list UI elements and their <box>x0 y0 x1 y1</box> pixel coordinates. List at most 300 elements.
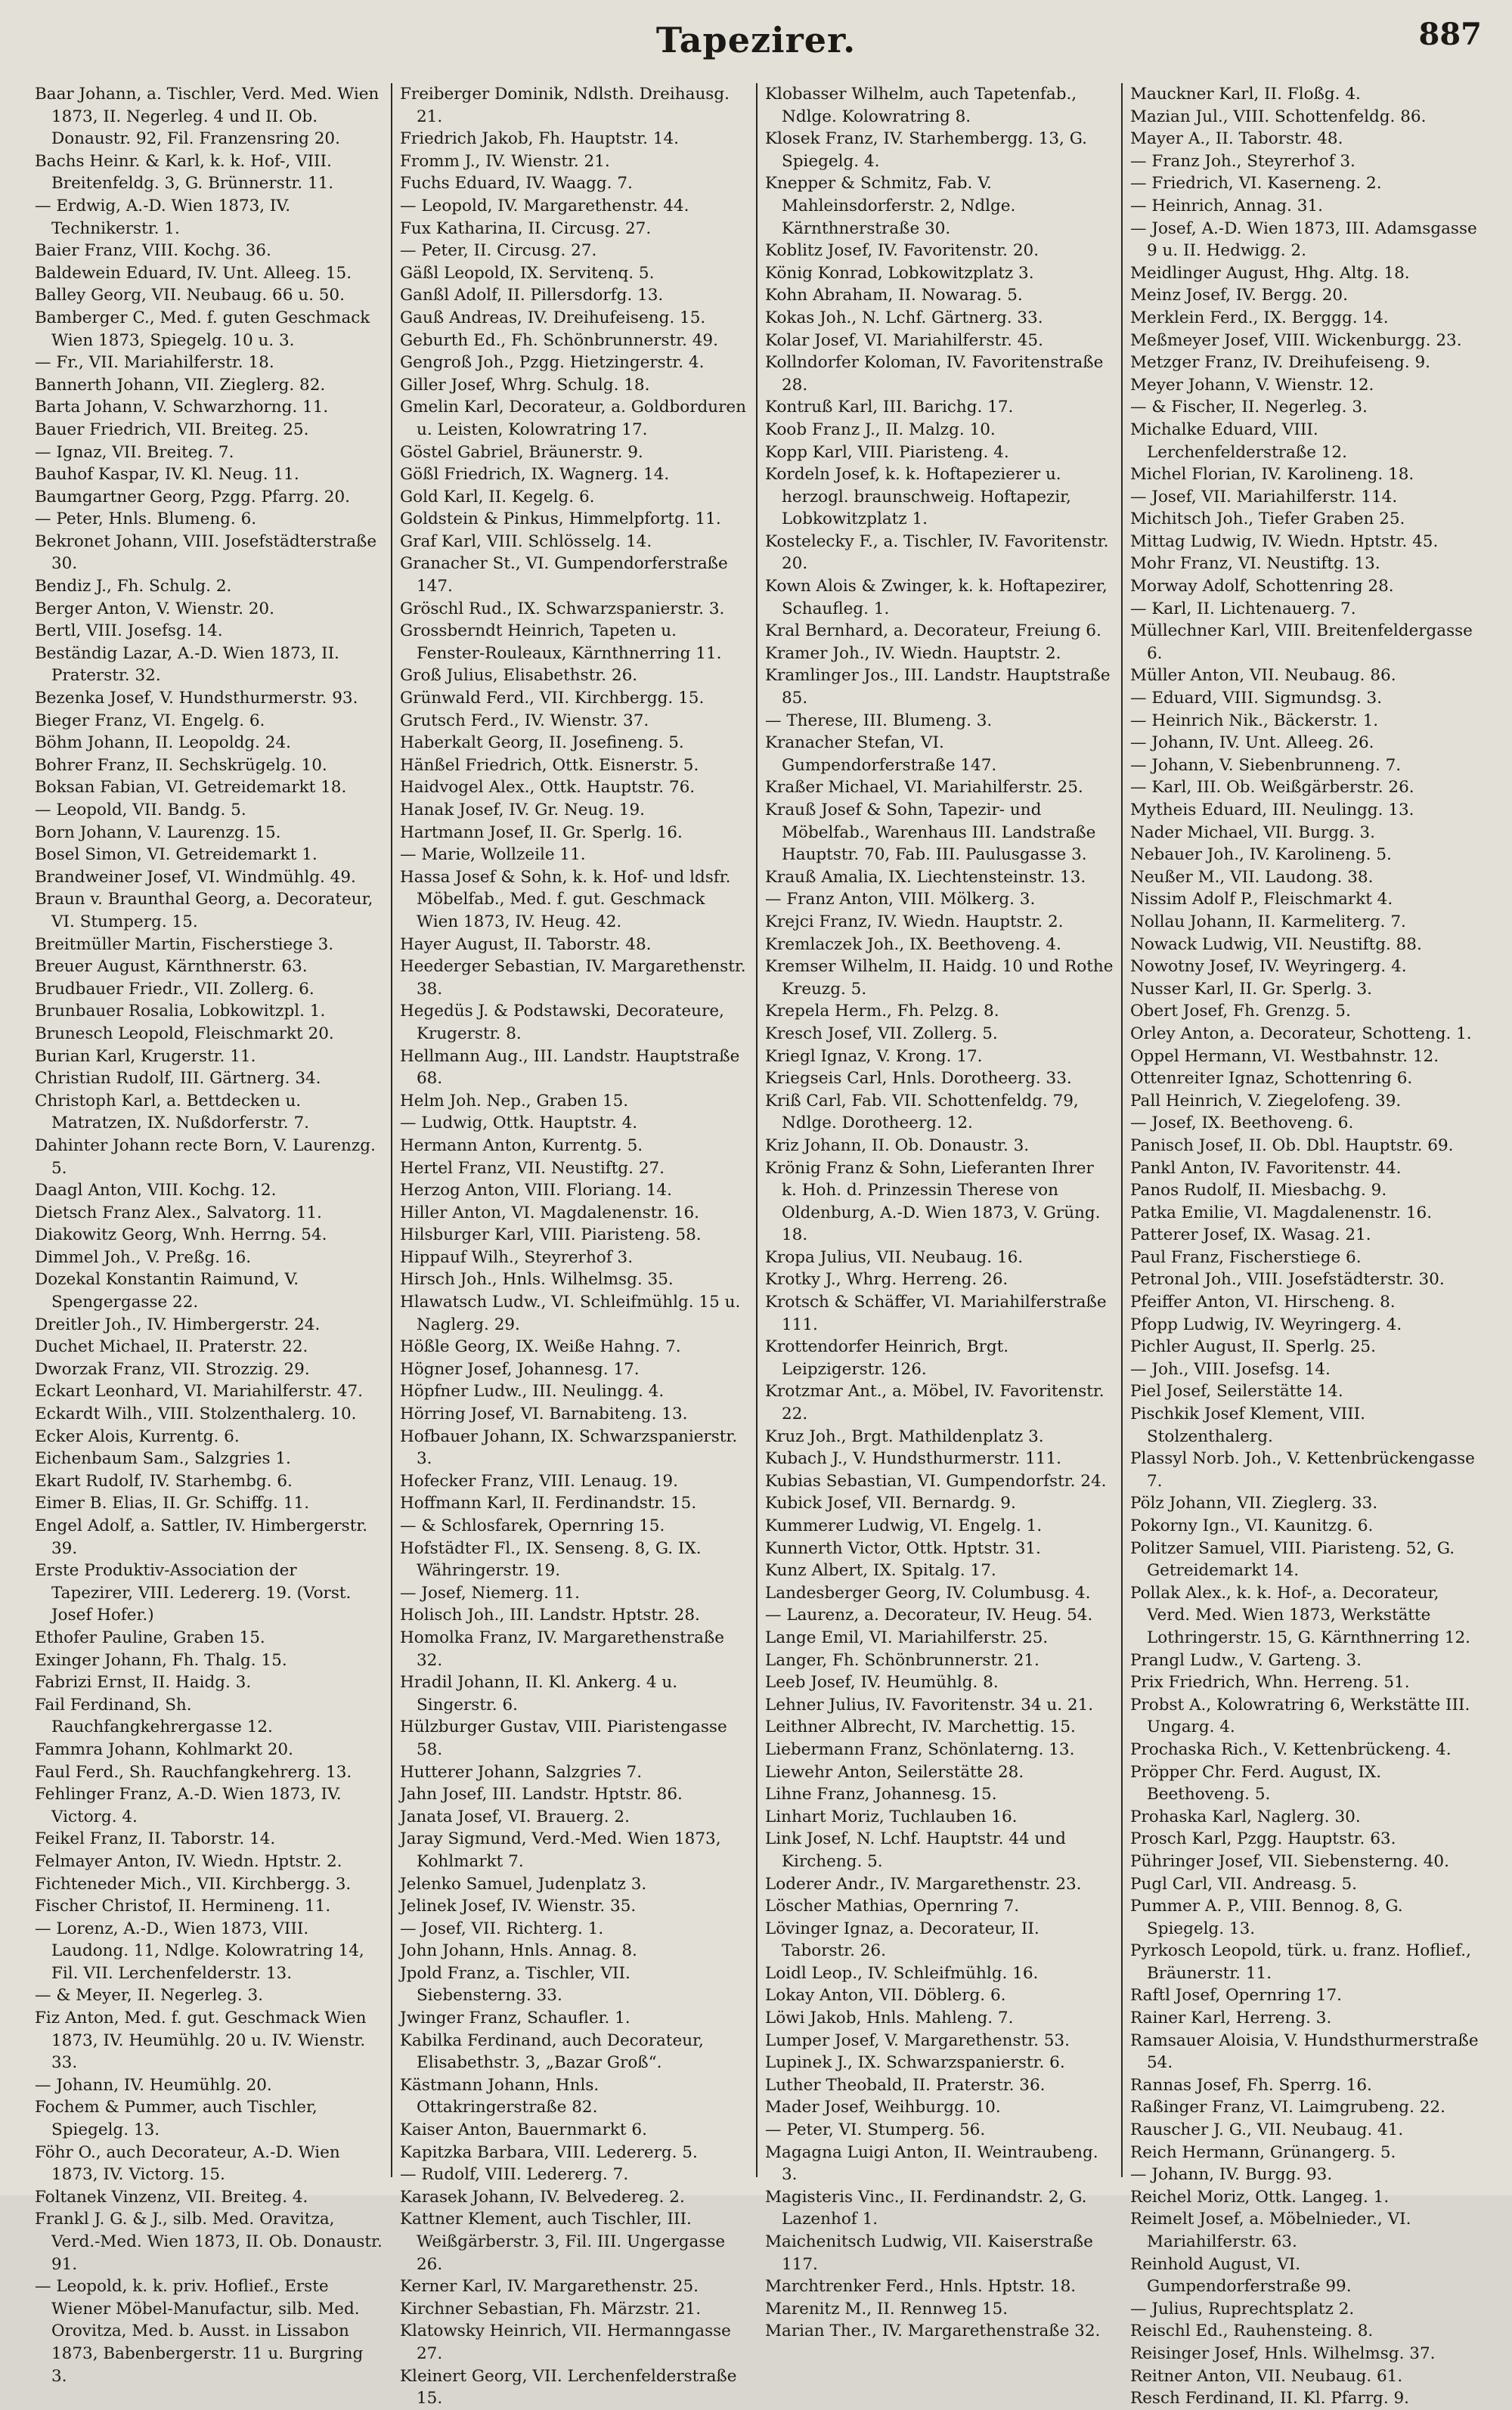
directory-entry: Homolka Franz, IV. Margarethenstraße 32. <box>400 1628 724 1670</box>
directory-entry: Groß Julius, Elisabethstr. 26. <box>400 666 638 686</box>
directory-entry: Daagl Anton, VIII. Kochg. 12. <box>35 1181 277 1200</box>
page-header <box>30 14 1482 73</box>
directory-entry: Hartmann Josef, II. Gr. Sperlg. 16. <box>400 822 683 842</box>
directory-entry: Meyer Johann, V. Wienstr. 12. <box>1130 375 1374 395</box>
directory-entry: Fromm J., IV. Wienstr. 21. <box>400 151 610 171</box>
directory-entry: Leithner Albrecht, IV. Marchettig. 15. <box>765 1718 1076 1737</box>
directory-entry: Mazian Jul., VIII. Schottenfeldg. 86. <box>1130 107 1427 126</box>
directory-entry: Panos Rudolf, II. Miesbachg. 9. <box>1130 1181 1387 1200</box>
directory-entry: Patterer Josef, IX. Wasag. 21. <box>1130 1225 1371 1245</box>
directory-entry: Felmayer Anton, IV. Wiedn. Hptstr. 2. <box>35 1851 342 1871</box>
directory-entry: Kubias Sebastian, VI. Gumpendorfstr. 24. <box>765 1471 1107 1491</box>
directory-columns <box>27 83 1486 2408</box>
directory-entry: Krauß Amalia, IX. Liechtensteinstr. 13. <box>765 867 1086 887</box>
directory-entry: Lehner Julius, IV. Favoritenstr. 34 u. 21. <box>765 1695 1094 1715</box>
directory-entry: Krotky J., Whrg. Herreng. 26. <box>765 1270 1009 1290</box>
directory-entry: — Peter, II. Circusg. 27. <box>400 241 597 261</box>
directory-entry: Berger Anton, V. Wienstr. 20. <box>35 599 274 618</box>
directory-entry: Müller Anton, VII. Neubaug. 86. <box>1130 666 1396 686</box>
directory-entry: Bezenka Josef, V. Hundsthurmerstr. 93. <box>35 689 358 708</box>
directory-entry: Hiller Anton, VI. Magdalenenstr. 16. <box>400 1203 700 1222</box>
directory-entry: Hegedüs J. & Podstawski, Decorateure, Krugerstr. 8. <box>400 1002 724 1043</box>
directory-entry: Michitsch Joh., Tiefer Graben 25. <box>1130 510 1405 529</box>
directory-entry: Mittag Ludwig, IV. Wiedn. Hptstr. 45. <box>1130 531 1439 551</box>
directory-entry: Meßmeyer Josef, VIII. Wickenburgg. 23. <box>1130 330 1462 350</box>
directory-entry: Kraßer Michael, VI. Mariahilferstr. 25. <box>765 778 1083 798</box>
directory-entry: Pollak Alex., k. k. Hof-, a. Decorateur, Verd. Med. Wien 1873, Werkstätte Lothringerstr. 15, G. Kärnthnerring 12. <box>1130 1583 1470 1647</box>
directory-entry: Christoph Karl, a. Bettdecken u. Matratzen, IX. Nußdorferstr. 7. <box>35 1091 309 1133</box>
directory-entry: Bamberger C., Med. f. guten Geschmack Wien 1873, Spiegelg. 10 u. 3. <box>35 308 370 350</box>
directory-entry: — Johann, V. Siebenbrunneng. 7. <box>1130 755 1402 775</box>
directory-entry: Meinz Josef, IV. Bergg. 20. <box>1130 286 1348 305</box>
directory-entry: Orley Anton, a. Decorateur, Schotteng. 1. <box>1130 1024 1472 1043</box>
directory-entry: Kramer Joh., IV. Wiedn. Hauptstr. 2. <box>765 643 1061 663</box>
directory-entry: Löwi Jakob, Hnls. Mahleng. 7. <box>765 2009 1014 2028</box>
directory-entry: Lihne Franz, Johannesg. 15. <box>765 1785 997 1804</box>
directory-entry: Fochem & Pummer, auch Tischler, Spiegelg. 13. <box>35 2098 318 2140</box>
column-1 <box>27 83 391 2386</box>
directory-entry: Löscher Mathias, Opernring 7. <box>765 1897 1020 1916</box>
directory-entry: Mytheis Eduard, III. Neulingg. 13. <box>1130 801 1414 819</box>
directory-entry: Kolar Josef, VI. Mariahilferstr. 45. <box>765 330 1043 350</box>
column-2 <box>391 83 756 2408</box>
directory-entry: Freiberger Dominik, Ndlsth. Dreihausg. 21. <box>400 85 730 126</box>
directory-entry: Nollau Johann, II. Karmeliterg. 7. <box>1130 912 1406 931</box>
directory-entry: — Ludwig, Ottk. Hauptstr. 4. <box>400 1114 638 1133</box>
directory-entry: Bekronet Johann, VIII. Josefstädterstraße 30. <box>35 531 377 574</box>
directory-entry: Hermann Anton, Kurrentg. 5. <box>400 1135 643 1155</box>
directory-entry: Obert Josef, Fh. Grenzg. 5. <box>1130 1002 1351 1021</box>
directory-entry: Kriegl Ignaz, V. Krong. 17. <box>765 1046 983 1066</box>
directory-entry: König Konrad, Lobkowitzplatz 3. <box>765 263 1034 283</box>
directory-entry: Panisch Josef, II. Ob. Dbl. Hauptstr. 69. <box>1130 1135 1454 1155</box>
directory-entry: Kramlinger Jos., III. Landstr. Hauptstraße 85. <box>765 666 1111 708</box>
directory-entry: Gold Karl, II. Kegelg. 6. <box>400 487 595 506</box>
directory-entry: — Peter, Hnls. Blumeng. 6. <box>35 510 257 529</box>
directory-entry: Kremser Wilhelm, II. Haidg. 10 und Rothe Kreuzg. 5. <box>765 957 1114 999</box>
directory-entry: Fail Ferdinand, Sh. Rauchfangkehrergasse 12. <box>35 1695 273 1737</box>
directory-entry: Ramsauer Aloisia, V. Hundsthurmerstraße 54. <box>1130 2031 1479 2073</box>
directory-entry: Ekart Rudolf, IV. Starhembg. 6. <box>35 1471 293 1491</box>
directory-entry: Fichteneder Mich., VII. Kirchbergg. 3. <box>35 1874 352 1894</box>
directory-entry: Baumgartner Georg, Pzgg. Pfarrg. 20. <box>35 487 350 506</box>
directory-entry: Raßinger Franz, VI. Laimgrubeng. 22. <box>1130 2098 1445 2117</box>
directory-entry: Michalke Eduard, VIII. Lerchenfelderstraße 12. <box>1130 420 1347 462</box>
directory-entry: Fux Katharina, II. Circusg. 27. <box>400 218 652 238</box>
directory-entry: Koblitz Josef, IV. Favoritenstr. 20. <box>765 241 1040 261</box>
directory-entry: Politzer Samuel, VIII. Piaristeng. 52, G. Getreidemarkt 14. <box>1130 1538 1455 1581</box>
directory-entry: Kaiser Anton, Bauernmarkt 6. <box>400 2120 647 2140</box>
directory-entry: Brunesch Leopold, Fleischmarkt 20. <box>35 1024 334 1043</box>
directory-entry: Reitner Anton, VII. Neubaug. 61. <box>1130 2366 1403 2386</box>
directory-entry: Klobasser Wilhelm, auch Tapetenfab., Ndlge. Kolowratring 8. <box>765 85 1077 126</box>
directory-entry: Born Johann, V. Laurenzg. 15. <box>35 822 281 842</box>
directory-entry: Feikel Franz, II. Taborstr. 14. <box>35 1829 276 1849</box>
directory-entry: Friedrich Jakob, Fh. Hauptstr. 14. <box>400 129 679 149</box>
directory-entry: Pröpper Chr. Ferd. August, IX. Beethoveng. 5. <box>1130 1762 1382 1804</box>
directory-entry: Resch Ferdinand, II. Kl. Pfarrg. 9. <box>1130 2389 1409 2408</box>
directory-entry: Müllechner Karl, VIII. Breitenfeldergasse 6. <box>1130 621 1473 663</box>
directory-entry: — Leopold, k. k. priv. Hoflief., Erste Wiener Möbel-Manufactur, silb. Med. Orovitza, Med. b. Ausst. in Lissabon 1873, Babenbergerstr. 11 u. Burgring 3. <box>35 2277 364 2386</box>
directory-entry: Lumper Josef, V. Margarethenstr. 53. <box>765 2031 1070 2050</box>
directory-entry: Hirsch Joh., Hnls. Wilhelmsg. 35. <box>400 1270 674 1290</box>
directory-entry: Mauckner Karl, II. Floßg. 4. <box>1130 85 1361 104</box>
directory-entry: Janata Josef, VI. Brauerg. 2. <box>400 1807 630 1826</box>
directory-entry: — Erdwig, A.-D. Wien 1873, IV. Technikerstr. 1. <box>35 196 291 238</box>
directory-entry: Breuer August, Kärnthnerstr. 63. <box>35 957 308 977</box>
directory-entry: Ottenreiter Ignaz, Schottenring 6. <box>1130 1069 1413 1089</box>
directory-entry: Högner Josef, Johannesg. 17. <box>400 1359 640 1379</box>
directory-entry: Hradil Johann, II. Kl. Ankerg. 4 u. Singerstr. 6. <box>400 1673 678 1715</box>
directory-entry: Kranacher Stefan, VI. Gumpendorferstraße 147. <box>765 733 997 775</box>
directory-entry: Link Josef, N. Lchf. Hauptstr. 44 und Kircheng. 5. <box>765 1829 1066 1871</box>
directory-entry: Dimmel Joh., V. Preßg. 16. <box>35 1247 252 1267</box>
directory-entry: Gößl Friedrich, IX. Wagnerg. 14. <box>400 465 670 485</box>
directory-entry: Goldstein & Pinkus, Himmelpfortg. 11. <box>400 510 721 529</box>
directory-entry: Dietsch Franz Alex., Salvatorg. 11. <box>35 1203 322 1222</box>
directory-entry: Jelinek Josef, IV. Wienstr. 35. <box>400 1897 637 1916</box>
directory-entry: Pyrkosch Leopold, türk. u. franz. Hoflief., Bräunerstr. 11. <box>1130 1941 1471 1983</box>
directory-entry: Reich Hermann, Grünangerg. 5. <box>1130 2142 1396 2162</box>
directory-entry: Engel Adolf, a. Sattler, IV. Himbergerstr. 39. <box>35 1516 368 1558</box>
directory-entry: Graf Karl, VIII. Schlösselg. 14. <box>400 531 652 551</box>
directory-entry: — Josef, VII. Mariahilferstr. 114. <box>1130 487 1398 506</box>
directory-entry: Krauß Josef & Sohn, Tapezir- und Möbelfab., Warenhaus III. Landstraße Hauptstr. 70, Fab. III. Paulusgasse 3. <box>765 801 1096 865</box>
directory-entry: Baldewein Eduard, IV. Unt. Alleeg. 15. <box>35 263 352 283</box>
directory-entry: Faul Ferd., Sh. Rauchfangkehrerg. 13. <box>35 1762 352 1782</box>
directory-entry: Kollndorfer Koloman, IV. Favoritenstraße 28. <box>765 353 1104 395</box>
directory-entry: Reischl Ed., Rauhensteing. 8. <box>1130 2322 1374 2341</box>
directory-entry: Balley Georg, VII. Neubaug. 66 u. 50. <box>35 286 345 305</box>
column-4 <box>1121 83 1486 2408</box>
directory-entry: Haberkalt Georg, II. Josefineng. 5. <box>400 733 684 753</box>
directory-entry: Christian Rudolf, III. Gärtnerg. 34. <box>35 1069 321 1089</box>
directory-entry: Ecker Alois, Kurrentg. 6. <box>35 1426 240 1446</box>
directory-entry: Hanak Josef, IV. Gr. Neug. 19. <box>400 801 645 819</box>
directory-entry: Föhr O., auch Decorateur, A.-D. Wien 1873, IV. Victorg. 15. <box>35 2142 340 2185</box>
directory-entry: Nowack Ludwig, VII. Neustiftg. 88. <box>1130 934 1422 954</box>
directory-entry: Bieger Franz, VI. Engelg. 6. <box>35 711 265 730</box>
directory-entry: Lange Emil, VI. Mariahilferstr. 25. <box>765 1628 1049 1647</box>
directory-entry: Pfeiffer Anton, VI. Hirscheng. 8. <box>1130 1293 1396 1312</box>
directory-entry: Leeb Josef, IV. Heumühlg. 8. <box>765 1673 999 1693</box>
directory-entry: Böhm Johann, II. Leopoldg. 24. <box>35 733 291 753</box>
directory-entry: Grünwald Ferd., VII. Kirchbergg. 15. <box>400 689 705 708</box>
directory-entry: — Friedrich, VI. Kaserneng. 2. <box>1130 174 1382 194</box>
directory-entry: Prohaska Karl, Naglerg. 30. <box>1130 1807 1361 1826</box>
directory-entry: Beständig Lazar, A.-D. Wien 1873, II. Praterstr. 32. <box>35 643 339 686</box>
directory-entry: Gäßl Leopold, IX. Servitenq. 5. <box>400 263 655 283</box>
directory-entry: — Johann, IV. Burgg. 93. <box>1130 2165 1333 2185</box>
directory-entry: Prochaska Rich., V. Kettenbrückeng. 4. <box>1130 1739 1452 1759</box>
directory-entry: Eichenbaum Sam., Salzgries 1. <box>35 1449 291 1469</box>
directory-entry: Bachs Heinr. & Karl, k. k. Hof-, VIII. Breitenfeldg. 3, G. Brünnerstr. 11. <box>35 151 334 194</box>
directory-entry: Lövinger Ignaz, a. Decorateur, II. Taborstr. 26. <box>765 1919 1040 1961</box>
directory-entry: Fiz Anton, Med. f. gut. Geschmack Wien 1873, IV. Heumühlg. 20 u. IV. Wienstr. 33. <box>35 2009 367 2073</box>
directory-entry: Duchet Michael, II. Praterstr. 22. <box>35 1337 308 1357</box>
directory-entry: — Rudolf, VIII. Ledererg. 7. <box>400 2165 629 2185</box>
directory-entry: — Josef, A.-D. Wien 1873, III. Adamsgasse 9 u. II. Hedwigg. 2. <box>1130 218 1477 261</box>
directory-entry: Kontruß Karl, III. Barichg. 17. <box>765 398 1014 417</box>
directory-entry: Reisinger Josef, Hnls. Wilhelmsg. 37. <box>1130 2343 1436 2363</box>
directory-entry: Heederger Sebastian, IV. Margarethenstr. 38. <box>400 957 746 999</box>
directory-entry: Kriegseis Carl, Hnls. Dorotheerg. 33. <box>765 1069 1072 1089</box>
directory-entry: Braun v. Braunthal Georg, a. Decorateur, VI. Stumperg. 15. <box>35 890 373 931</box>
directory-entry: Mayer A., II. Taborstr. 48. <box>1130 129 1343 149</box>
directory-entry: Meidlinger August, Hhg. Altg. 18. <box>1130 263 1410 283</box>
directory-entry: Krejci Franz, IV. Wiedn. Hauptstr. 2. <box>765 912 1064 931</box>
directory-entry: Merklein Ferd., IX. Berggg. 14. <box>1130 308 1389 327</box>
directory-entry: Loderer Andr., IV. Margarethenstr. 23. <box>765 1874 1082 1894</box>
directory-entry: Bertl, VIII. Josefsg. 14. <box>35 621 223 641</box>
directory-entry: Reinhold August, VI. Gumpendorferstraße 99. <box>1130 2254 1352 2297</box>
directory-entry: Rannas Josef, Fh. Sperrg. 16. <box>1130 2075 1372 2095</box>
directory-entry: Geburth Ed., Fh. Schönbrunnerstr. 49. <box>400 330 718 350</box>
directory-entry: Burian Karl, Krugerstr. 11. <box>35 1046 256 1066</box>
directory-entry: Hutterer Johann, Salzgries 7. <box>400 1762 643 1782</box>
directory-entry: Grutsch Ferd., IV. Wienstr. 37. <box>400 711 649 730</box>
directory-entry: Jaray Sigmund, Verd.-Med. Wien 1873, Kohlmarkt 7. <box>400 1829 721 1871</box>
directory-entry: Kapitzka Barbara, VIII. Ledererg. 5. <box>400 2142 698 2162</box>
directory-entry: Marenitz M., II. Rennweg 15. <box>765 2299 1009 2319</box>
directory-entry: Mohr Franz, VI. Neustiftg. 13. <box>1130 554 1380 574</box>
directory-entry: Kabilka Ferdinand, auch Decorateur, Elisabethstr. 3, „Bazar Groß“. <box>400 2031 704 2073</box>
directory-entry: Kostelecky F., a. Tischler, IV. Favoritenstr. 20. <box>765 531 1109 574</box>
directory-entry: Plassyl Norb. Joh., V. Kettenbrückengasse 7. <box>1130 1449 1475 1491</box>
directory-entry: Exinger Johann, Fh. Thalg. 15. <box>35 1650 287 1670</box>
directory-entry: Hofecker Franz, VIII. Lenaug. 19. <box>400 1471 678 1491</box>
directory-entry: Michel Florian, IV. Karolineng. 18. <box>1130 465 1414 485</box>
directory-entry: — & Meyer, II. Negerleg. 3. <box>35 1986 263 2006</box>
column-3 <box>756 83 1121 2341</box>
directory-entry: Pichler August, II. Sperlg. 25. <box>1130 1337 1376 1357</box>
directory-entry: Bauer Friedrich, VII. Breiteg. 25. <box>35 420 309 439</box>
directory-entry: Fammra Johann, Kohlmarkt 20. <box>35 1739 293 1759</box>
directory-entry: Haidvogel Alex., Ottk. Hauptstr. 76. <box>400 778 696 798</box>
directory-entry: Piel Josef, Seilerstätte 14. <box>1130 1382 1343 1402</box>
directory-entry: Dozekal Konstantin Raimund, V. Spengergasse 22. <box>35 1270 299 1312</box>
directory-entry: — Leopold, IV. Margarethenstr. 44. <box>400 196 689 215</box>
directory-entry: Eckart Leonhard, VI. Mariahilferstr. 47. <box>35 1382 363 1402</box>
directory-entry: Brudbauer Friedr., VII. Zollerg. 6. <box>35 979 314 999</box>
page-title: Tapezirer. <box>655 20 857 60</box>
directory-entry: Dworzak Franz, VII. Strozzig. 29. <box>35 1359 310 1379</box>
directory-entry: Fuchs Eduard, IV. Waagg. 7. <box>400 174 633 194</box>
directory-entry: Raftl Josef, Opernring 17. <box>1130 1986 1343 2006</box>
directory-entry: Pummer A. P., VIII. Bennog. 8, G. Spiegelg. 13. <box>1130 1897 1403 1938</box>
directory-entry: — Ignaz, VII. Breiteg. 7. <box>35 442 234 462</box>
directory-entry: Fehlinger Franz, A.-D. Wien 1873, IV. Victorg. 4. <box>35 1785 342 1826</box>
directory-entry: Holisch Joh., III. Landstr. Hptstr. 28. <box>400 1606 700 1625</box>
directory-entry: Pölz Johann, VII. Zieglerg. 33. <box>1130 1494 1378 1513</box>
directory-entry: — Josef, Niemerg. 11. <box>400 1583 580 1603</box>
directory-entry: Frankl J. G. & J., silb. Med. Oravitza, Verd.-Med. Wien 1873, II. Ob. Donaustr. 91. <box>35 2210 383 2274</box>
directory-entry: Brunbauer Rosalia, Lobkowitzpl. 1. <box>35 1002 326 1021</box>
directory-entry: Prix Friedrich, Whn. Herreng. 51. <box>1130 1673 1410 1693</box>
directory-entry: — Johann, IV. Unt. Alleeg. 26. <box>1130 733 1374 753</box>
directory-entry: Landesberger Georg, IV. Columbusg. 4. <box>765 1583 1091 1603</box>
directory-entry: Breitmüller Martin, Fischerstiege 3. <box>35 934 334 954</box>
directory-entry: Lupinek J., IX. Schwarzspanierstr. 6. <box>765 2053 1065 2073</box>
directory-entry: Kummerer Ludwig, VI. Engelg. 1. <box>765 1516 1043 1535</box>
directory-entry: — Julius, Ruprechtsplatz 2. <box>1130 2299 1355 2319</box>
directory-entry: Gengroß Joh., Pzgg. Hietzingerstr. 4. <box>400 353 705 373</box>
directory-entry: Kattner Klement, auch Tischler, III. Weißgärberstr. 3, Fil. III. Ungergasse 26. <box>400 2210 726 2274</box>
directory-entry: Herzog Anton, VIII. Floriang. 14. <box>400 1181 672 1200</box>
directory-entry: Nowotny Josef, IV. Weyringerg. 4. <box>1130 957 1407 977</box>
directory-entry: Probst A., Kolowratring 6, Werkstätte III. Ungarg. 4. <box>1130 1695 1470 1737</box>
directory-entry: Foltanek Vinzenz, VII. Breiteg. 4. <box>35 2187 308 2207</box>
directory-entry: Pfopp Ludwig, IV. Weyringerg. 4. <box>1130 1315 1402 1334</box>
directory-entry: — & Fischer, II. Negerleg. 3. <box>1130 398 1368 417</box>
directory-entry: Hänßel Friedrich, Ottk. Eisnerstr. 5. <box>400 755 699 775</box>
page-number: 887 <box>1418 17 1482 52</box>
directory-entry: Krepela Herm., Fh. Pelzg. 8. <box>765 1002 999 1021</box>
directory-entry: Hofstädter Fl., IX. Senseng. 8, G. IX. Währingerstr. 19. <box>400 1538 702 1581</box>
directory-entry: Hippauf Wilh., Steyrerhof 3. <box>400 1247 634 1267</box>
directory-entry: Kunnerth Victor, Ottk. Hptstr. 31. <box>765 1538 1041 1558</box>
directory-entry: — Josef, IX. Beethoveng. 6. <box>1130 1114 1354 1133</box>
directory-entry: Kerner Karl, IV. Margarethenstr. 25. <box>400 2277 699 2297</box>
directory-entry: — Karl, II. Lichtenauerg. 7. <box>1130 599 1356 618</box>
directory-entry: Liewehr Anton, Seilerstätte 28. <box>765 1762 1024 1782</box>
directory-entry: Ethofer Pauline, Graben 15. <box>35 1628 265 1647</box>
directory-entry: John Johann, Hnls. Annag. 8. <box>400 1941 637 1961</box>
directory-entry: Klatowsky Heinrich, VII. Hermanngasse 27. <box>400 2322 731 2363</box>
directory-entry: Loidl Leop., IV. Schleifmühlg. 16. <box>765 1963 1039 1983</box>
directory-entry: Klosek Franz, IV. Starhembergg. 13, G. Spiegelg. 4. <box>765 129 1087 171</box>
directory-entry: Hilsburger Karl, VIII. Piaristeng. 58. <box>400 1225 702 1245</box>
directory-entry: Kropa Julius, VII. Neubaug. 16. <box>765 1247 1024 1267</box>
directory-entry: Hassa Josef & Sohn, k. k. Hof- und ldsfr. Möbelfab., Med. f. gut. Geschmack Wien 1873, IV. Heug. 42. <box>400 867 731 931</box>
directory-entry: Kresch Josef, VII. Zollerg. 5. <box>765 1024 998 1043</box>
directory-entry: Hülzburger Gustav, VIII. Piaristengasse 58. <box>400 1718 727 1759</box>
directory-entry: — Heinrich, Annag. 31. <box>1130 196 1323 215</box>
directory-entry: Bendiz J., Fh. Schulg. 2. <box>35 577 232 596</box>
directory-entry: Dahinter Johann recte Born, V. Laurenzg. 5. <box>35 1135 376 1178</box>
directory-entry: Krotsch & Schäffer, VI. Mariahilferstraße 111. <box>765 1293 1107 1334</box>
directory-entry: Hößle Georg, IX. Weiße Hahng. 7. <box>400 1337 681 1357</box>
directory-entry: Reimelt Josef, a. Möbelnieder., VI. Mariahilferstr. 63. <box>1130 2210 1411 2251</box>
directory-entry: Kriz Johann, II. Ob. Donaustr. 3. <box>765 1135 1030 1155</box>
directory-entry: Kunz Albert, IX. Spitalg. 17. <box>765 1561 996 1581</box>
directory-entry: Hlawatsch Ludw., VI. Schleifmühlg. 15 u. Naglerg. 29. <box>400 1293 741 1334</box>
directory-entry: Kown Alois & Zwinger, k. k. Hoftapezirer, Schaufleg. 1. <box>765 577 1108 618</box>
directory-entry: Nader Michael, VII. Burgg. 3. <box>1130 822 1375 842</box>
directory-entry: Prangl Ludw., V. Garteng. 3. <box>1130 1650 1362 1670</box>
directory-entry: Helm Joh. Nep., Graben 15. <box>400 1091 629 1111</box>
directory-entry: Gröschl Rud., IX. Schwarzspanierstr. 3. <box>400 599 725 618</box>
directory-entry: Gmelin Karl, Decorateur, a. Goldborduren u. Leisten, Kolowratring 17. <box>400 398 746 439</box>
directory-entry: Bosel Simon, VI. Getreidemarkt 1. <box>35 845 318 865</box>
directory-entry: — Karl, III. Ob. Weißgärberstr. 26. <box>1130 778 1414 798</box>
directory-entry: Hertel Franz, VII. Neustiftg. 27. <box>400 1158 665 1178</box>
directory-entry: Pall Heinrich, V. Ziegelofeng. 39. <box>1130 1091 1402 1111</box>
directory-entry: Hellmann Aug., III. Landstr. Hauptstraße 68. <box>400 1046 740 1089</box>
directory-entry: Kral Bernhard, a. Decorateur, Freiung 6. <box>765 621 1101 641</box>
directory-entry: Neußer M., VII. Laudong. 38. <box>1130 867 1374 887</box>
directory-entry: Rauscher J. G., VII. Neubaug. 41. <box>1130 2120 1404 2140</box>
directory-entry: Eimer B. Elias, II. Gr. Schiffg. 11. <box>35 1494 310 1513</box>
directory-entry: Baar Johann, a. Tischler, Verd. Med. Wien 1873, II. Negerleg. 4 und II. Ob. Donaustr. 92, Fil. Franzensring 20. <box>35 85 380 149</box>
directory-entry: Pugl Carl, VII. Andreasg. 5. <box>1130 1874 1357 1894</box>
directory-entry: Kubick Josef, VII. Bernardg. 9. <box>765 1494 1016 1513</box>
directory-entry: Kubach J., V. Hundsthurmerstr. 111. <box>765 1449 1061 1469</box>
directory-entry: Jelenko Samuel, Judenplatz 3. <box>400 1874 647 1894</box>
directory-entry: — Heinrich Nik., Bäckerstr. 1. <box>1130 711 1379 730</box>
directory-entry: Krottendorfer Heinrich, Brgt. Leipzigerstr. 126. <box>765 1337 1009 1379</box>
directory-entry: — Fr., VII. Mariahilferstr. 18. <box>35 353 274 373</box>
directory-entry: Erste Produktiv-Association der Tapezirer, VIII. Ledererg. 19. (Vorst. Josef Hofer.) <box>35 1561 352 1625</box>
directory-entry: Prosch Karl, Pzgg. Hauptstr. 63. <box>1130 1829 1396 1849</box>
directory-entry: Kopp Karl, VIII. Piaristeng. 4. <box>765 442 1009 462</box>
directory-entry: — Eduard, VIII. Sigmundsg. 3. <box>1130 689 1383 708</box>
directory-entry: Kriß Carl, Fab. VII. Schottenfeldg. 79, Ndlge. Dorotheerg. 12. <box>765 1091 1079 1133</box>
directory-entry: Pühringer Josef, VII. Siebensterng. 40. <box>1130 1851 1449 1871</box>
directory-entry: Baier Franz, VIII. Kochg. 36. <box>35 241 271 261</box>
directory-entry: Lokay Anton, VII. Döblerg. 6. <box>765 1986 1006 2006</box>
directory-entry: Kästmann Johann, Hnls. Ottakringerstraße 82. <box>400 2075 600 2117</box>
directory-entry: Kruz Joh., Brgt. Mathildenplatz 3. <box>765 1426 1044 1446</box>
directory-entry: Krönig Franz & Sohn, Lieferanten Ihrer k. Hoh. d. Prinzessin Therese von Oldenburg, A.-D. Wien 1873, V. Grüng. 18. <box>765 1158 1101 1245</box>
directory-entry: — Lorenz, A.-D., Wien 1873, VIII. Laudong. 11, Ndlge. Kolowratring 14, Fil. VII. Lerchenfelderstr. 13. <box>35 1919 364 1983</box>
directory-entry: Grossberndt Heinrich, Tapeten u. Fenster-Rouleaux, Kärnthnerring 11. <box>400 621 722 663</box>
directory-entry: Linhart Moriz, Tuchlauben 16. <box>765 1807 1018 1826</box>
directory-entry: Ganßl Adolf, II. Pillersdorfg. 13. <box>400 286 664 305</box>
directory-entry: Kokas Joh., N. Lchf. Gärtnerg. 33. <box>765 308 1043 327</box>
directory-entry: Paul Franz, Fischerstiege 6. <box>1130 1247 1362 1267</box>
directory-entry: Krotzmar Ant., a. Möbel, IV. Favoritenstr. 22. <box>765 1382 1105 1424</box>
directory-entry: Hoffmann Karl, II. Ferdinandstr. 15. <box>400 1494 697 1513</box>
directory-entry: Granacher St., VI. Gumpendorferstraße 147. <box>400 554 728 596</box>
directory-entry: Luther Theobald, II. Praterstr. 36. <box>765 2075 1046 2095</box>
directory-entry: Bohrer Franz, II. Sechskrügelg. 10. <box>35 755 327 775</box>
directory-entry: Pischkik Josef Klement, VIII. Stolzenthalerg. <box>1130 1405 1365 1446</box>
directory-entry: Marchtrenker Ferd., Hnls. Hptstr. 18. <box>765 2277 1077 2297</box>
directory-entry: Barta Johann, V. Schwarzhorng. 11. <box>35 398 329 417</box>
directory-entry: Morway Adolf, Schottenring 28. <box>1130 577 1394 596</box>
directory-entry: Rainer Karl, Herreng. 3. <box>1130 2009 1332 2028</box>
directory-entry: Bannerth Johann, VII. Zieglerg. 82. <box>35 375 326 395</box>
directory-entry: Nebauer Joh., IV. Karolineng. 5. <box>1130 845 1392 865</box>
directory-entry: Hörring Josef, VI. Barnabiteng. 13. <box>400 1405 688 1424</box>
directory-entry: Reichel Moriz, Ottk. Langeg. 1. <box>1130 2187 1390 2207</box>
directory-entry: Diakowitz Georg, Wnh. Herrng. 54. <box>35 1225 327 1245</box>
directory-entry: Patka Emilie, VI. Magdalenenstr. 16. <box>1130 1203 1433 1222</box>
directory-entry: Jpold Franz, a. Tischler, VII. Siebensterng. 33. <box>400 1963 631 2006</box>
directory-entry: Kremlaczek Joh., IX. Beethoveng. 4. <box>765 934 1061 954</box>
directory-entry: — Franz Joh., Steyrerhof 3. <box>1130 151 1356 171</box>
directory-entry: Metzger Franz, IV. Dreihufeiseng. 9. <box>1130 353 1431 373</box>
directory-entry: Kordeln Josef, k. k. Hoftapezierer u. herzogl. braunschweig. Hoftapezir, Lobkowitzplatz 1. <box>765 465 1071 529</box>
directory-entry: Knepper & Schmitz, Fab. V. Mahleinsdorferstr. 2, Ndlge. Kärnthnerstraße 30. <box>765 174 1016 238</box>
directory-entry: — Joh., VIII. Josefsg. 14. <box>1130 1359 1331 1379</box>
directory-entry: Dreitler Joh., IV. Himbergerstr. 24. <box>35 1315 321 1334</box>
directory-entry: Fabrizi Ernst, II. Haidg. 3. <box>35 1673 252 1693</box>
directory-entry: — Marie, Wollzeile 11. <box>400 845 586 865</box>
directory-entry: Kirchner Sebastian, Fh. Märzstr. 21. <box>400 2299 702 2319</box>
directory-entry: Fischer Christof, II. Hermineng. 11. <box>35 1897 331 1916</box>
directory-entry: — Leopold, VII. Bandg. 5. <box>35 801 246 819</box>
directory-entry: Pokorny Ign., VI. Kaunitzg. 6. <box>1130 1516 1374 1535</box>
directory-entry: Brandweiner Josef, VI. Windmühlg. 49. <box>35 867 356 887</box>
directory-entry: — Johann, IV. Heumühlg. 20. <box>35 2075 272 2095</box>
directory-entry: — Franz Anton, VIII. Mölkerg. 3. <box>765 890 1036 909</box>
directory-entry: Jahn Josef, III. Landstr. Hptstr. 86. <box>400 1785 683 1804</box>
directory-entry: — & Schlosfarek, Opernring 15. <box>400 1516 665 1535</box>
directory-entry: Pankl Anton, IV. Favoritenstr. 44. <box>1130 1158 1402 1178</box>
directory-entry: — Josef, VII. Richterg. 1. <box>400 1919 604 1938</box>
